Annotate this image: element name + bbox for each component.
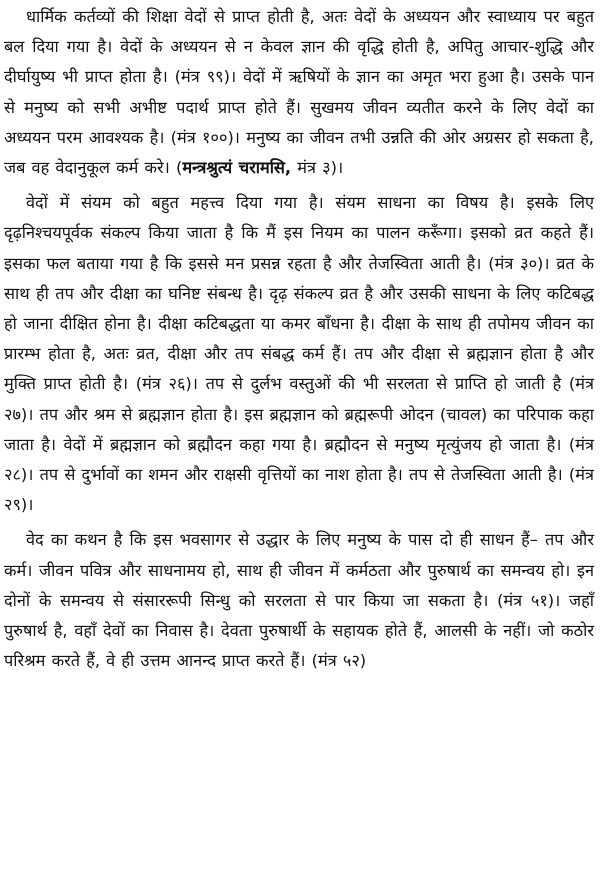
paragraph-tail: मंत्र ३)। (291, 158, 344, 178)
paragraph-austerity-action (4, 525, 594, 676)
document-page (4, 2, 594, 676)
paragraph-text: धार्मिक कर्तव्यों की शिक्षा वेदों से प्राप्त होती है, अतः वेदों के अध्ययन और स्वाध्याय पर बहुत बल दिया गया है। वेदों के अध्ययन से न केवल ज्ञान की वृद्धि होती है, अपितु आचार-शुद्धि और दीर्घायुष्य भी प्राप्त होता है। (मंत्र ९९)। वेदों में ऋषियों के ज्ञान का अमृत भरा हुआ है। उसके पान से मनुष्य को सभी अभीष्ट पदार्थ प्राप्त होते हैं। सुखमय जीवन व्यतीत करने के लिए वेदों का अध्ययन परम आवश्यक है। (मंत्र १००)। मनुष्य का जीवन तभी उन्नति की ओर अग्रसर हो सकता है, जब वह वेदानुकूल कर्म करे। ( (4, 7, 594, 178)
paragraph-text: वेद का कथन है कि इस भवसागर से उद्धार के लिए मनुष्य के पास दो ही साधन हैं– तप और कर्म। जीवन पवित्र और साधनामय हो, साथ ही जीवन में कर्मठता और पुरुषार्थ का समन्वय हो। इन दोनों के समन्वय से संसाररूपी सिन्धु को सरलता से पार किया जा सकता है। (मंत्र ५१)। जहाँ पुरुषार्थ है, वहाँ देवों का निवास है। देवता पुरुषार्थी के सहायक होते हैं, आलसी के नहीं। जो कठोर परिश्रम करते हैं, वे ही उत्तम आनन्द प्राप्त करते हैं। (मंत्र ५२) (4, 530, 594, 671)
paragraph-vedic-study (4, 2, 594, 183)
paragraph-text: वेदों में संयम को बहुत महत्त्व दिया गया है। संयम साधना का विषय है। इसके लिए दृढ़निश्चयपूर्वक संकल्प किया जाता है कि मैं इस नियम का पालन करूँगा। इसको व्रत कहते हैं। इसका फल बताया गया है कि इससे मन प्रसन्न रहता है और तेजस्विता आती है। (मंत्र ३०)। व्रत के साथ ही तप और दीक्षा का घनिष्ट संबन्ध है। दृढ़ संकल्प व्रत है और उसकी साधना के लिए कटिबद्ध हो जाना दीक्षित होना है। दीक्षा कटिबद्धता या कमर बाँधना है। दीक्षा के साथ ही तपोमय जीवन का प्रारम्भ होता है, अतः व्रत, दीक्षा और तप संबद्ध कर्म हैं। तप और दीक्षा से ब्रह्मज्ञान होता है और मुक्ति प्राप्त होती है। (मंत्र २६)। तप से दुर्लभ वस्तुओं की भी सरलता से प्राप्ति हो जाती है (मंत्र २७)। तप और श्रम से ब्रह्मज्ञान होता है। इस ब्रह्मज्ञान को ब्रह्मरूपी ओदन (चावल) का परिपाक कहा जाता है। वेदों में ब्रह्मज्ञान को ब्रह्मौदन कहा गया है। ब्रह्मौदन से मनुष्य मृत्युंजय हो जाता है। (मंत्र २८)। तप से दुर्भावों का शमन और राक्षसी वृत्तियों का नाश होता है। तप से तेजस्विता आती है। (मंत्र २९)। (4, 193, 594, 515)
paragraph-restraint-austerity (4, 188, 594, 520)
mantra-quote-bold: मन्त्रश्रुत्यं चरामसि, (182, 158, 292, 178)
